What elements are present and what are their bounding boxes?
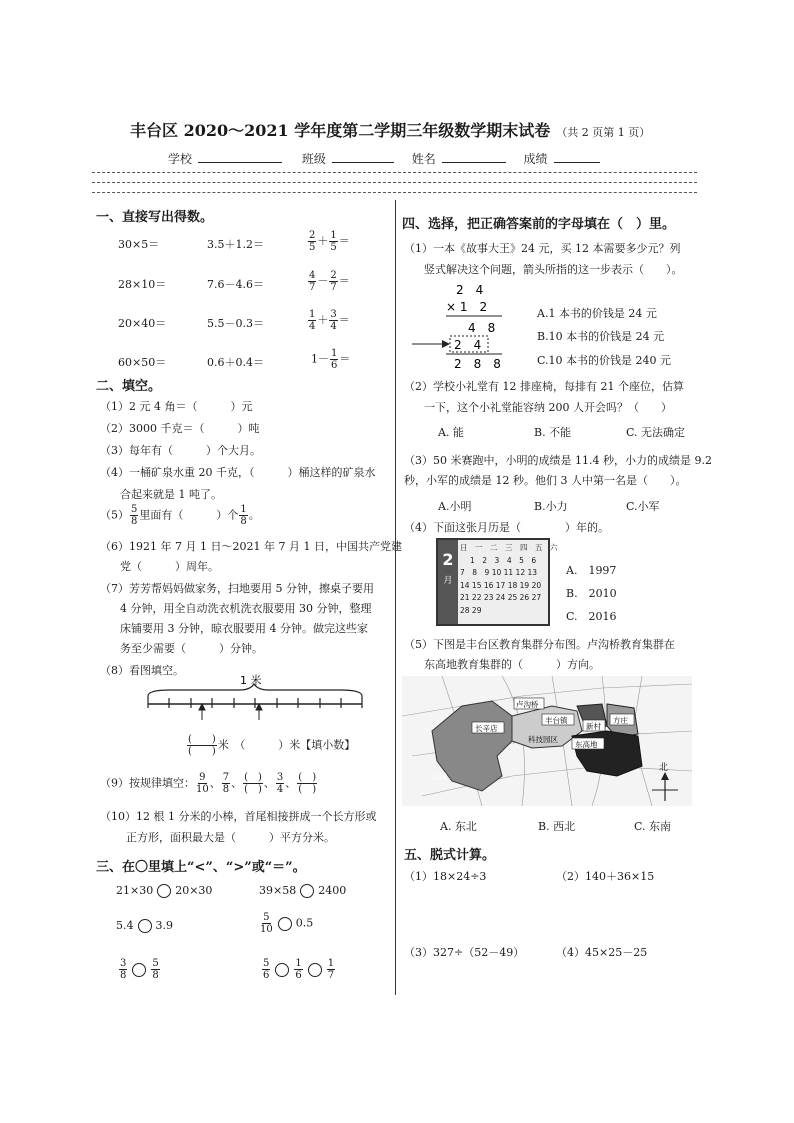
- score-input[interactable]: [554, 162, 600, 163]
- s4-q1-line1: （1）一本《故事大王》24 元，买 12 本需要多少元？列: [404, 242, 681, 255]
- choice-c: C. 无法确定: [626, 426, 686, 439]
- section4-heading: 四、选择，把正确答案前的字母填在（ ）里。: [402, 217, 676, 232]
- choice-c: C. 东南: [634, 820, 672, 833]
- calendar-grid: [460, 542, 558, 617]
- s2-q6-line1: （6）1921 年 7 月 1 日～2021 年 7 月 1 日，中国共产党建: [100, 540, 402, 553]
- exam-title: 丰台区 2020～2021 学年度第二学期三年级数学期末试卷: [130, 121, 551, 140]
- calendar-row: 7 8 9 10 11 12 13: [460, 568, 538, 577]
- cut-line-1: [92, 172, 697, 173]
- map-label: 新村: [586, 722, 601, 731]
- s1-frac-item: $\frac{1}{4}$ ＋ $\frac{3}{4}$ ＝: [309, 309, 350, 332]
- ruler-arrows: [199, 704, 262, 720]
- s2-q4-line2: 合起来就是 1 吨了。: [120, 488, 222, 501]
- calc-problem: （2）140＋36×15: [556, 870, 655, 883]
- calc-line: 2 4: [456, 283, 484, 297]
- s1-item: 0.6＋0.4＝: [207, 356, 264, 369]
- compare-circle[interactable]: [275, 963, 289, 977]
- calc-line: 2 8 8: [454, 357, 501, 370]
- s1-frac-item: $\frac{2}{5}$ ＋ $\frac{1}{5}$ ＝: [309, 230, 350, 253]
- calendar-row: 14 15 16 17 18 19 20: [460, 580, 542, 590]
- calendar: [436, 538, 558, 626]
- s1-item: 5.5－0.3＝: [207, 317, 264, 330]
- choice-b: B.小力: [534, 500, 568, 513]
- s2-q7-line2: 4 分钟，用全自动洗衣机洗衣服要用 30 分钟，整理: [120, 602, 372, 615]
- map-label: 方庄: [613, 716, 628, 725]
- choice-a: A. 1997: [566, 564, 617, 577]
- s1-item: 7.6－4.6＝: [207, 278, 264, 291]
- s1-item: 20×40＝: [118, 317, 167, 330]
- cut-line-2: [92, 182, 697, 183]
- section3-heading: 三、在〇里填上“<”、“>”或“＝”。: [96, 860, 306, 875]
- s2-q3: （3）每年有（ ）个大月。: [100, 444, 261, 457]
- calc-line: 4 8: [468, 321, 496, 335]
- calc-line: × 1 2: [446, 300, 488, 314]
- north-label: 北: [659, 763, 669, 773]
- calendar-row: 1 2 3 4 5 6: [470, 555, 537, 565]
- choice-a: A. 能: [438, 426, 464, 439]
- choice-b: B. 不能: [534, 426, 572, 439]
- s4-q3-line1: （3）50 米赛跑中，小明的成绩是 11.4 秒，小力的成绩是 9.2: [404, 454, 712, 467]
- s1-frac-item: $\frac{4}{7}$ － $\frac{2}{7}$ ＝: [309, 270, 350, 293]
- compare-item: 5.4 3.9: [116, 919, 173, 932]
- s2-q6-line2: 党（ ）周年。: [120, 560, 219, 573]
- s2-q7-line3: 床铺要用 3 分钟，晾衣服要用 4 分钟。做完这些家: [120, 622, 368, 635]
- choice-a: A. 东北: [440, 820, 477, 833]
- s1-item: 30×5＝: [118, 238, 160, 251]
- s4-q5-line2: 东高地教育集群的（ ）方向。: [424, 658, 600, 671]
- s2-q10-line1: （10）12 根 1 分米的小棒，首尾相接拼成一个长方形或: [100, 810, 377, 823]
- field-score: 成绩: [523, 152, 548, 166]
- compare-item: $\frac{5}{6}$ $\frac{1}{6}$ $\frac{1}{7}$: [263, 958, 335, 981]
- map-label: 长辛店: [475, 724, 498, 733]
- meter-ruler-figure: [140, 674, 380, 722]
- calendar-month-unit: 月: [443, 576, 453, 586]
- calendar-weekdays: 日 一 二 三 四 五 六: [460, 543, 558, 552]
- s4-q2-line1: （2）学校小礼堂有 12 排座椅，每排有 21 个座位，估算: [404, 380, 684, 393]
- compare-circle[interactable]: [300, 884, 314, 898]
- compare-circle[interactable]: [157, 884, 171, 898]
- s2-q2: （2）3000 千克＝（ ）吨: [100, 422, 260, 435]
- s2-q5: （5） $\frac{5}{8}$ 里面有（ ）个 $\frac{1}{8}$ 。: [100, 504, 260, 527]
- page-title: [130, 118, 650, 141]
- field-name: 姓名: [411, 152, 436, 166]
- s2-q7-line4: 务至少需要（ ）分钟。: [120, 642, 263, 655]
- map-label: 丰台镇: [545, 716, 568, 725]
- compare-circle[interactable]: [308, 963, 322, 977]
- choice-b: B. 2010: [566, 587, 617, 600]
- s2-q7-line1: （7）芳芳帮妈妈做家务，扫地要用 5 分钟，擦桌子要用: [100, 582, 374, 595]
- field-school: 学校: [168, 152, 193, 166]
- arrow-head-icon: [442, 340, 450, 348]
- ruler-brace: [148, 684, 362, 696]
- calc-line: 2 4: [454, 338, 482, 352]
- class-input[interactable]: [332, 162, 394, 163]
- s4-q5-line1: （5）下图是丰台区教育集群分布图。卢沟桥教育集群在: [404, 638, 675, 651]
- choice-a: A.1 本书的价钱是 24 元: [537, 307, 657, 320]
- s1-frac-item: 1－ $\frac{1}{6}$ ＝: [311, 348, 351, 371]
- s4-q3-line2: 秒，小军的成绩是 12 秒。他们 3 人中第一名是（ ）。: [404, 474, 687, 487]
- section5-heading: 五、脱式计算。: [404, 848, 496, 863]
- page-note: （共 2 页第 1 页）: [556, 126, 651, 139]
- s1-item: 60×50＝: [118, 356, 167, 369]
- column-divider: [395, 200, 396, 995]
- choice-a: A.小明: [438, 500, 472, 513]
- compare-item: $\frac{3}{8}$ $\frac{5}{8}$: [120, 958, 159, 981]
- s2-q8-answer: $\frac{( )}{( )}$ 米 （ ）米【填小数】: [188, 734, 356, 757]
- calc-problem: （1）18×24÷3: [404, 870, 487, 883]
- field-class: 班级: [301, 152, 326, 166]
- calendar-row: 28 29: [460, 605, 482, 615]
- s4-q1-line2: 竖式解决这个问题，箭头所指的这一步表示（ ）。: [424, 263, 683, 276]
- ruler-ticks: [148, 696, 362, 708]
- cut-line-3: [92, 192, 697, 193]
- s4-q2-line2: 一下，这个小礼堂能容纳 200 人开会吗？（ ）: [424, 401, 672, 414]
- section1-heading: 一、直接写出得数。: [96, 210, 214, 225]
- compare-item: 21×30 20×30: [116, 884, 213, 897]
- choice-c: C. 2016: [566, 610, 617, 623]
- calc-problem: （3）327÷（52－49）: [404, 946, 525, 959]
- section2-heading: 二、填空。: [96, 379, 162, 394]
- school-input[interactable]: [198, 162, 282, 163]
- map-label: 科技园区: [528, 735, 558, 744]
- s1-item: 28×10＝: [118, 278, 167, 291]
- compare-circle[interactable]: [138, 919, 152, 933]
- compare-circle[interactable]: [278, 917, 292, 931]
- map-label: 东高地: [575, 740, 598, 749]
- info-fields: [168, 150, 600, 167]
- s4-q4: （4）下面这张月历是（ ）年的。: [404, 521, 609, 534]
- s1-item: 3.5＋1.2＝: [207, 238, 264, 251]
- name-input[interactable]: [442, 162, 506, 163]
- s2-q4-line1: （4）一桶矿泉水重 20 千克，（ ）桶这样的矿泉水: [100, 466, 376, 479]
- map-label: 云岗: [432, 772, 447, 781]
- choice-c: C.10 本书的价钱是 240 元: [537, 354, 672, 367]
- calc-problem: （4）45×25－25: [556, 946, 648, 959]
- map-label: 卢沟桥: [516, 700, 539, 709]
- compare-item: 39×58 2400: [259, 884, 347, 897]
- vertical-multiplication-figure: [410, 278, 520, 370]
- compare-circle[interactable]: [132, 963, 146, 977]
- ruler-label: 1 米: [240, 674, 262, 687]
- s2-q10-line2: 正方形，面积最大是（ ）平方分米。: [126, 831, 335, 844]
- choice-c: C.小军: [626, 500, 660, 513]
- s2-q1: （1）2 元 4 角＝（ ）元: [100, 400, 253, 413]
- fengtai-district-map: [402, 676, 692, 806]
- choice-b: B.10 本书的价钱是 24 元: [537, 330, 665, 343]
- compare-item: $\frac{5}{10}$ 0.5: [260, 912, 314, 935]
- choice-b: B. 西北: [538, 820, 576, 833]
- calendar-month: 2: [442, 550, 454, 569]
- calendar-month-block: [438, 540, 458, 624]
- calendar-row: 21 22 23 24 25 26 27: [460, 593, 542, 602]
- s2-q8: （8）看图填空。: [100, 664, 184, 677]
- s2-q9: （9）按规律填空： $\frac{9}{10}$ 、 $\frac{7}{8}$ 、 $\frac{( )}{( )}$ 、 $\frac{3}{4}$ 、 $\frac{( )}{( )}$: [100, 772, 317, 795]
